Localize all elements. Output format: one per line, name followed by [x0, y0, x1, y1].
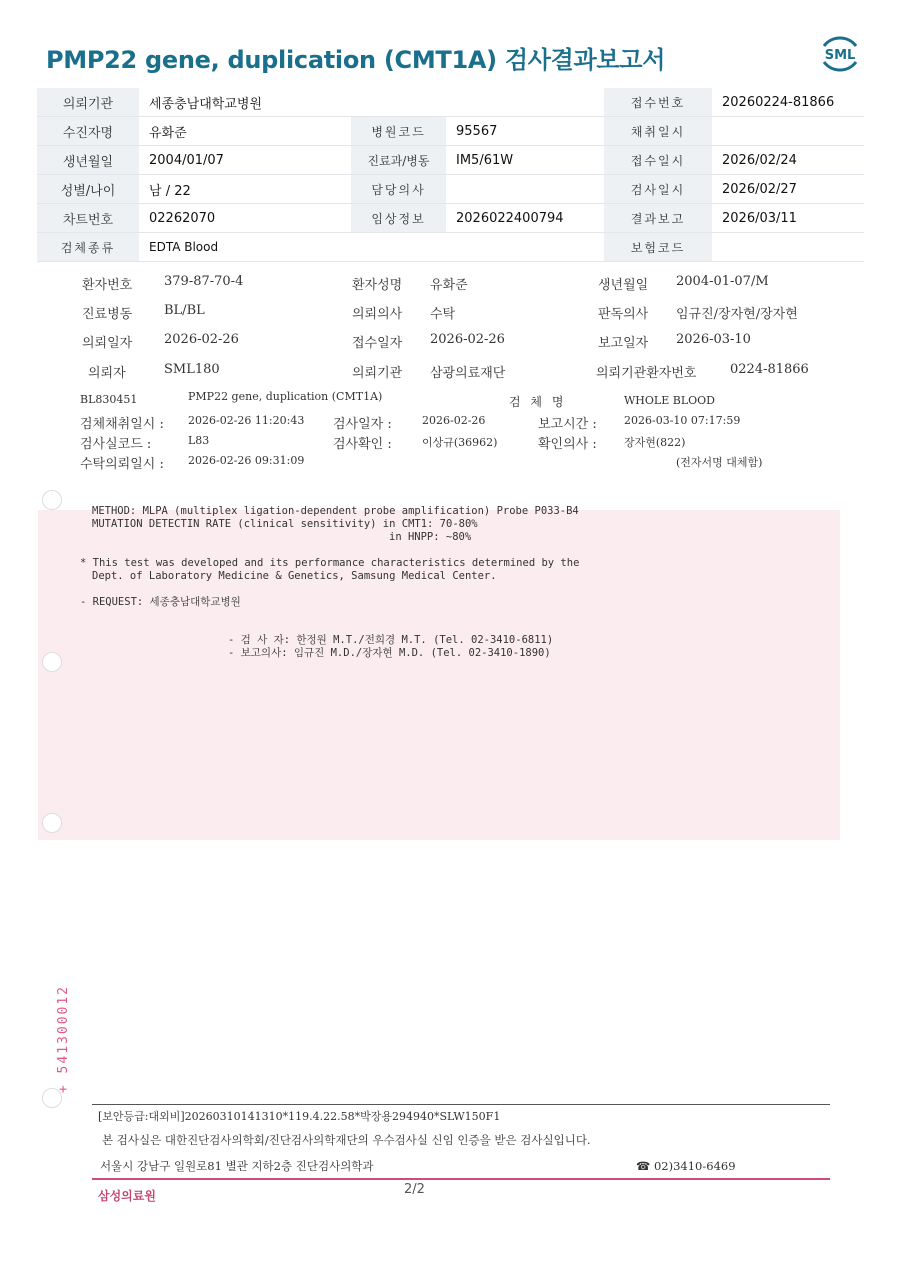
header-row [37, 204, 864, 233]
examiner-line: - 검 사 자: 한정원 M.T./전희경 M.T. (Tel. 02-3410-6811) [228, 634, 554, 646]
label-dob: 생년월일 [598, 278, 649, 293]
label-chart-no: 차트번호 [37, 204, 139, 233]
sml-logo [818, 32, 862, 76]
label-request-date: 의뢰일자 [82, 336, 133, 351]
value-patient-name: 유화준 [139, 117, 351, 146]
label-patient-fullname: 환자성명 [352, 278, 403, 293]
value-request-date: 2026-02-26 [164, 332, 239, 347]
method-line: METHOD: MLPA (multiplex ligation-dependent probe amplification) Probe P033-B4 [92, 505, 579, 517]
label-collection-time: 채취일시 [604, 117, 712, 146]
value-confirm-doctor: 장자현(822) [624, 436, 686, 449]
disclaimer-line-2: Dept. of Laboratory Medicine & Genetics, Samsung Medical Center. [92, 570, 497, 582]
label-exam-date: 검사일자 : [333, 417, 392, 432]
label-exam-confirm: 검사확인 : [333, 437, 392, 452]
value-receive-date: 2026-02-26 [430, 332, 505, 347]
header-info-table [37, 88, 864, 262]
value-clinical-info: 2026022400794 [446, 204, 604, 233]
label-birthdate: 생년월일 [37, 146, 139, 175]
logo-text: SML [824, 48, 856, 63]
esign-note: (전자서명 대체함) [676, 456, 763, 469]
label-doctor: 담당의사 [351, 175, 446, 204]
certification-line: 본 검사실은 대한진단검사의학회/진단검사의학재단의 우수검사실 신임 인증을 받은 검사실입니다. [102, 1133, 591, 1147]
hnpp-rate-line: in HNPP: ~80% [389, 531, 472, 543]
label-patient-name: 수진자명 [37, 117, 139, 146]
footer-divider [92, 1104, 830, 1105]
label-ordering-doctor: 의뢰의사 [352, 307, 403, 322]
label-order-datetime: 수탁의뢰일시 : [80, 457, 164, 472]
value-insurance-code [712, 233, 864, 262]
value-sex-age: 남 / 22 [139, 175, 351, 204]
value-institution-patient-no: 0224-81866 [730, 362, 809, 377]
label-hospital-code: 병원코드 [351, 117, 446, 146]
punch-hole [42, 652, 62, 672]
label-patient-id: 환자번호 [82, 278, 133, 293]
label-reading-doctor: 판독의사 [598, 307, 649, 322]
value-exam-confirm: 이상규(36962) [422, 436, 498, 449]
value-ward: BL/BL [164, 303, 205, 318]
label-receipt-no: 접수번호 [604, 88, 712, 117]
label-sex-age: 성별/나이 [37, 175, 139, 204]
report-title: PMP22 gene, duplication (CMT1A) 검사결과보고서 [46, 46, 666, 74]
test-name: PMP22 gene, duplication (CMT1A) [188, 390, 383, 403]
punch-hole [42, 490, 62, 510]
detection-rate-line: MUTATION DETECTIN RATE (clinical sensitivity) in CMT1: 70-80% [92, 518, 478, 530]
security-line: [보안등급:대외비]20260310141310*119.4.22.58*박장용294940*SLW150F1 [98, 1110, 501, 1123]
value-requesting-institution: 삼광의료재단 [430, 366, 506, 381]
value-birthdate: 2004/01/07 [139, 146, 351, 175]
address-line: 서울시 강남구 일원로81 별관 지하2층 진단검사의학과 [100, 1159, 374, 1173]
value-lab-code: L83 [188, 434, 210, 447]
value-report-time: 2026-03-10 07:17:59 [624, 414, 741, 427]
header-row [37, 117, 864, 146]
label-receipt-date: 접수일시 [604, 146, 712, 175]
value-ordering-doctor: 수탁 [430, 307, 456, 322]
samsung-medical-center-logo: 삼성의료원 [98, 1189, 156, 1203]
label-confirm-doctor: 확인의사 : [538, 437, 597, 452]
value-dob: 2004-01-07/M [676, 274, 769, 289]
punch-hole [42, 813, 62, 833]
value-requester: SML180 [164, 362, 220, 377]
label-specimen-name: 검 체 명 [509, 395, 567, 409]
request-line: - REQUEST: 세종충남대학교병원 [80, 596, 241, 608]
value-report-date: 2026-03-10 [676, 332, 751, 347]
header-row [37, 146, 864, 175]
value-receipt-no: 20260224-81866 [712, 88, 864, 117]
label-ward: 진료병동 [82, 307, 133, 322]
value-test-date: 2026/02/27 [712, 175, 864, 204]
label-requesting-institution: 의뢰기관 [352, 366, 403, 381]
value-patient-id: 379-87-70-4 [164, 274, 244, 289]
value-order-datetime: 2026-02-26 09:31:09 [188, 454, 305, 467]
label-result-report: 결과보고 [604, 204, 712, 233]
header-row [37, 88, 864, 117]
label-test-date: 검사일시 [604, 175, 712, 204]
label-report-time: 보고시간 : [538, 417, 597, 432]
value-reading-doctor: 임규진/장자현/장자현 [676, 307, 798, 322]
page-number: 2/2 [404, 1182, 425, 1197]
value-exam-date: 2026-02-26 [422, 414, 486, 427]
value-doctor [446, 175, 604, 204]
label-requester: 의뢰자 [88, 366, 126, 381]
value-result-report: 2026/03/11 [712, 204, 864, 233]
value-specimen-type: EDTA Blood [139, 233, 604, 262]
value-institution: 세종충남대학교병원 [139, 88, 604, 117]
label-specimen-type: 검체종류 [37, 233, 139, 262]
value-chart-no: 02262070 [139, 204, 351, 233]
label-clinical-info: 임상정보 [351, 204, 446, 233]
value-patient-fullname: 유화준 [430, 278, 468, 293]
test-code: BL830451 [80, 393, 138, 406]
value-collection-datetime: 2026-02-26 11:20:43 [188, 414, 305, 427]
header-row [37, 233, 864, 262]
label-receive-date: 접수일자 [352, 336, 403, 351]
barcode-number: + 541300012 [56, 985, 71, 1094]
header-row [37, 175, 864, 204]
value-specimen-name: WHOLE BLOOD [624, 394, 715, 407]
label-collection-datetime: 검체채취일시 : [80, 417, 164, 432]
label-department: 진료과/병동 [351, 146, 446, 175]
label-lab-code: 검사실코드 : [80, 437, 152, 452]
label-insurance-code: 보험코드 [604, 233, 712, 262]
label-institution: 의뢰기관 [37, 88, 139, 117]
value-collection-time [712, 117, 864, 146]
value-department: IM5/61W [446, 146, 604, 175]
reporter-line: - 보고의사: 임규진 M.D./장자현 M.D. (Tel. 02-3410-1890) [228, 647, 551, 659]
phone-line: ☎ 02)3410-6469 [636, 1159, 736, 1173]
value-hospital-code: 95567 [446, 117, 604, 146]
label-report-date: 보고일자 [598, 336, 649, 351]
footer-accent-line [92, 1178, 830, 1180]
value-receipt-date: 2026/02/24 [712, 146, 864, 175]
label-institution-patient-no: 의뢰기관환자번호 [596, 366, 697, 381]
disclaimer-line-1: * This test was developed and its performance characteristics determined by the [80, 557, 580, 569]
